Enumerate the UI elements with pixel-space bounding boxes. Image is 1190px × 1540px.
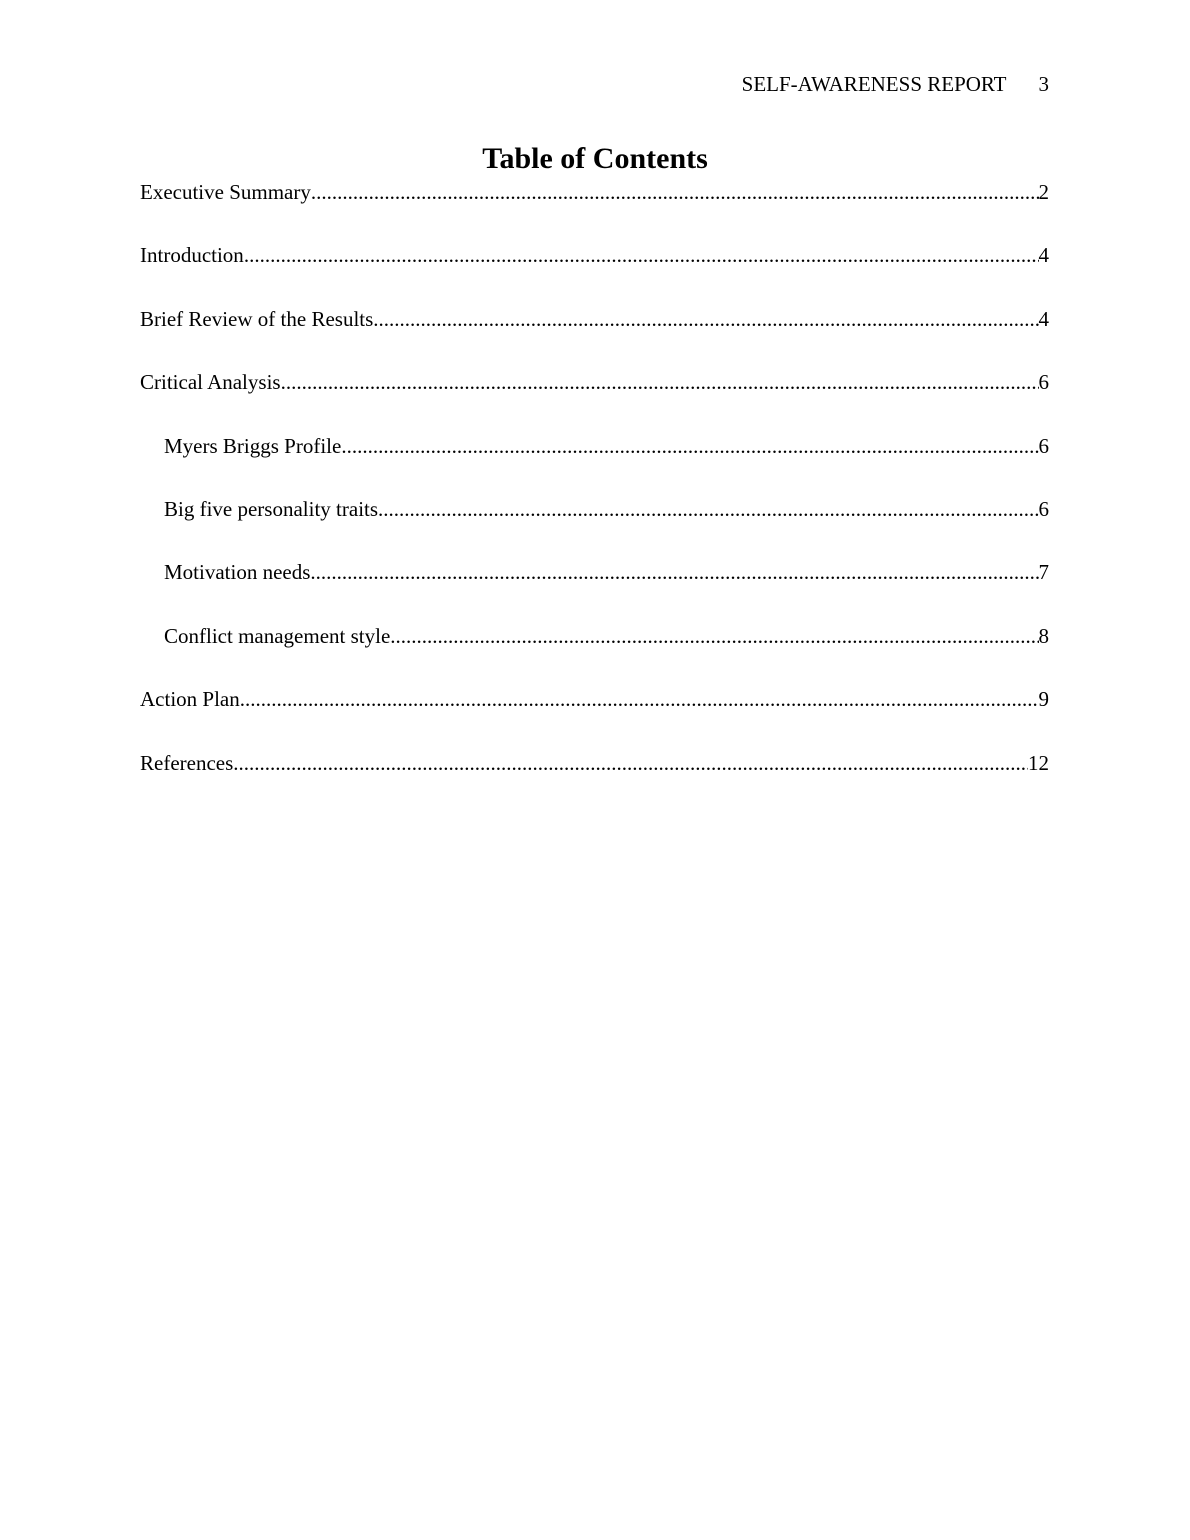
toc-entry-label: Critical Analysis (140, 370, 281, 395)
toc-entry-page: 6 (1038, 496, 1049, 521)
toc-entry-action-plan[interactable] (140, 684, 1049, 747)
toc-dot-leader (310, 557, 1038, 587)
toc-title: Table of Contents (482, 142, 708, 175)
running-head-title: SELF-AWARENESS REPORT (741, 72, 1007, 96)
toc-entry-label: References (140, 750, 234, 775)
toc-entry-page: 2 (1038, 180, 1049, 204)
running-head (742, 70, 1049, 98)
toc-entry-brief-review[interactable] (140, 304, 1049, 367)
toc-entry-page: 4 (1038, 306, 1049, 331)
toc-entry-label: Action Plan (140, 687, 240, 712)
toc-entry-label: Executive Summary (140, 180, 311, 204)
toc-entry-page: 6 (1038, 433, 1049, 458)
toc-entry-page: 4 (1038, 243, 1049, 268)
toc-entry-page: 12 (1028, 750, 1049, 775)
toc-dot-leader (378, 494, 1038, 524)
toc-entry-motivation-needs[interactable] (140, 557, 1049, 620)
toc-entry-references[interactable] (140, 748, 1049, 811)
toc-entry-label: Brief Review of the Results (140, 306, 374, 331)
toc-dot-leader (240, 684, 1039, 714)
toc-entry-label: Motivation needs (164, 560, 311, 585)
toc-dot-leader (233, 748, 1028, 778)
toc-entry-page: 7 (1038, 560, 1049, 585)
toc-entry-myers-briggs[interactable] (140, 431, 1049, 494)
toc-dot-leader (341, 431, 1038, 461)
toc-entry-executive-summary[interactable] (140, 177, 1049, 240)
toc-entry-introduction[interactable] (140, 240, 1049, 303)
toc-entry-conflict-management[interactable] (140, 621, 1049, 684)
toc-entry-page: 9 (1038, 687, 1049, 712)
toc-dot-leader (281, 367, 1039, 397)
toc-entry-label: Conflict management style (164, 623, 391, 648)
toc-entry-label: Introduction (140, 243, 244, 268)
toc-dot-leader (244, 240, 1039, 270)
toc-entry-page: 8 (1038, 623, 1049, 648)
toc-entry-critical-analysis[interactable] (140, 367, 1049, 430)
toc-entry-page: 6 (1038, 370, 1049, 395)
toc-entry-label: Big five personality traits (164, 496, 379, 521)
toc-entry-label: Myers Briggs Profile (164, 433, 342, 458)
toc-dot-leader (373, 304, 1038, 334)
toc-dot-leader (311, 177, 1039, 207)
page-number: 3 (1038, 72, 1049, 96)
toc-entry-big-five[interactable] (140, 494, 1049, 557)
toc-list (140, 177, 1049, 811)
toc-dot-leader (390, 621, 1038, 651)
